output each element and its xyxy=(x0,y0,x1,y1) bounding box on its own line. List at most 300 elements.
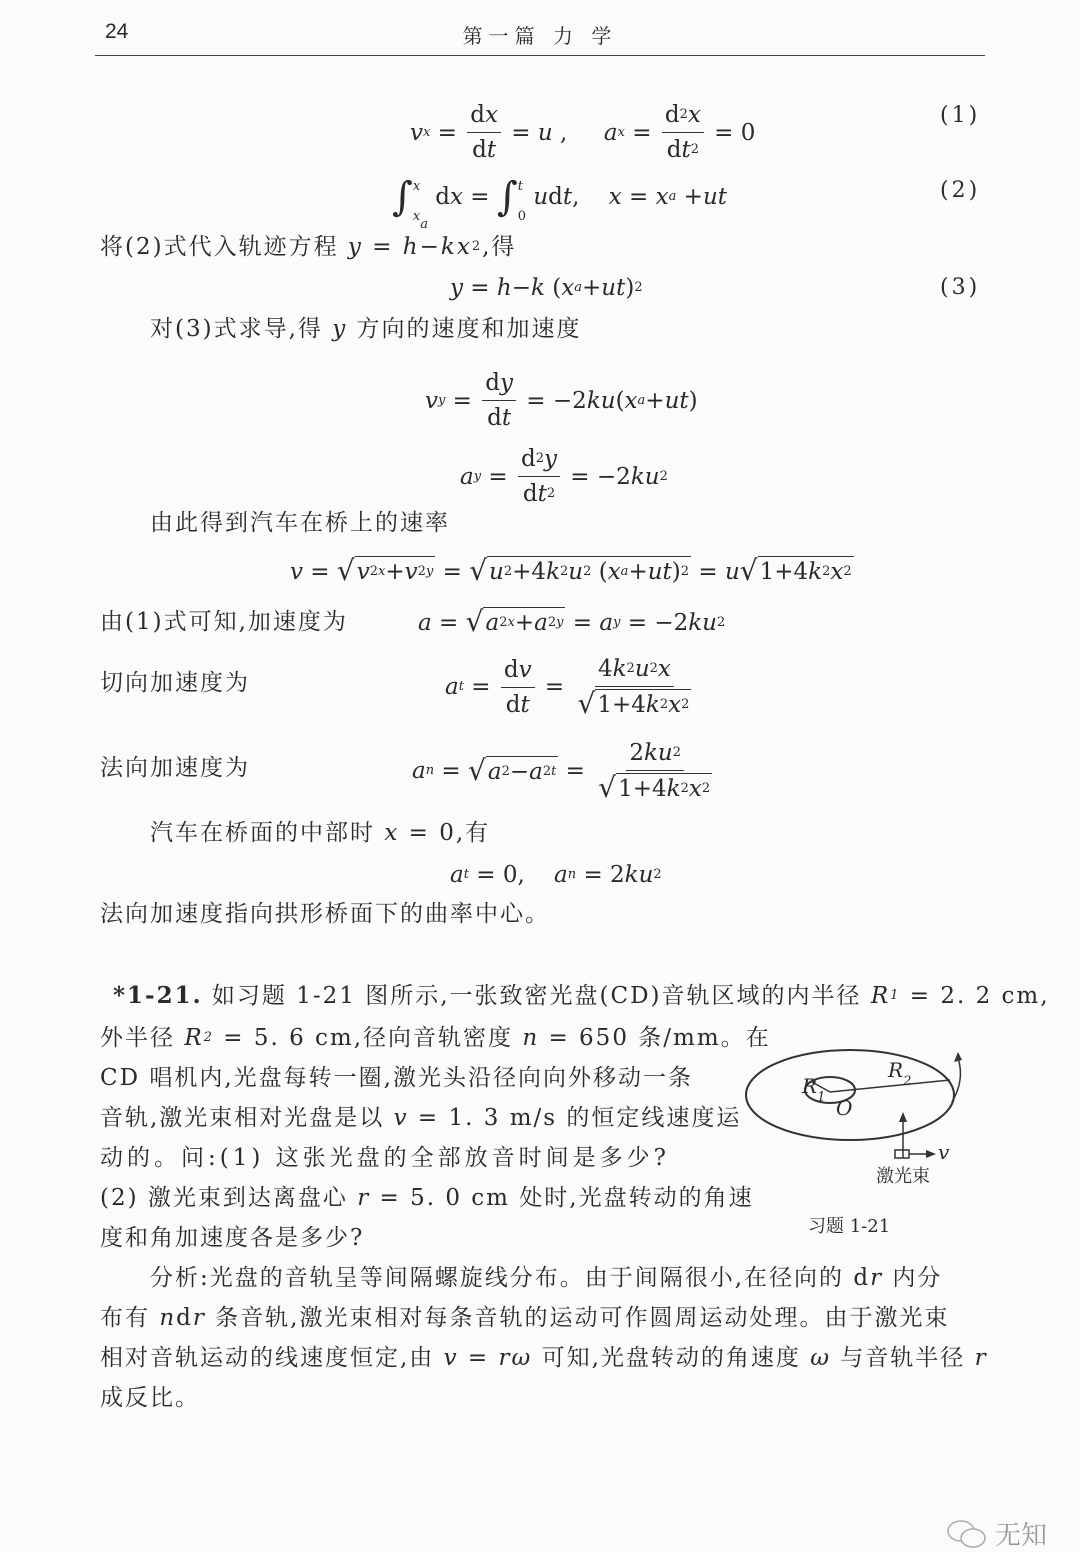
math-i: x xyxy=(624,387,638,414)
math-r: = 2. 2 cm, xyxy=(900,983,1050,1009)
math-r: + xyxy=(645,387,665,414)
math-sup: 2 xyxy=(672,745,682,760)
math-r: = 0, xyxy=(468,862,555,888)
math-r: 1+4 xyxy=(618,776,667,802)
problem-line xyxy=(100,1143,670,1173)
math-sub: x xyxy=(507,615,515,630)
math-r: d xyxy=(503,656,519,683)
math-r: 如习题 1-21 图所示,一张致密光盘(CD)音轨区域的内半径 xyxy=(202,983,871,1009)
math-i: a xyxy=(603,119,618,146)
math-i: y xyxy=(332,316,348,342)
math-i: t xyxy=(562,184,573,210)
math-i: t xyxy=(517,179,523,194)
math-r: 切向加速度为 xyxy=(100,670,250,696)
math-r: 成反比。 xyxy=(100,1385,200,1411)
math-i: v xyxy=(393,1105,409,1131)
label-origin: O xyxy=(836,1096,853,1120)
fraction xyxy=(482,368,516,433)
math-r: d xyxy=(664,102,680,128)
math-i: a xyxy=(412,758,426,784)
math-r: = xyxy=(303,558,337,585)
cd-figure xyxy=(740,1040,980,1244)
math-sup: 2 xyxy=(822,564,831,579)
math-r: = xyxy=(463,674,498,700)
math-r: (2) 激光束到达离盘心 xyxy=(100,1185,358,1211)
denominator xyxy=(520,477,558,509)
math-sub: a xyxy=(420,217,428,232)
radicand xyxy=(616,773,712,804)
math-i: x xyxy=(607,559,621,585)
math-i: t xyxy=(520,691,530,718)
math-r: d xyxy=(522,481,538,507)
math-i: rω xyxy=(498,1345,533,1371)
watermark-text: 无知 xyxy=(995,1521,1048,1551)
math-i: r xyxy=(357,1185,371,1211)
math-i: k xyxy=(666,776,681,802)
math-r: ) xyxy=(625,275,635,301)
denominator xyxy=(503,688,533,720)
math-i: v xyxy=(425,387,438,414)
problem-line xyxy=(100,1223,364,1253)
math-i: x xyxy=(688,776,702,802)
math-i: k xyxy=(612,656,627,682)
math-i: v xyxy=(518,656,532,683)
math-r: 分析:光盘的音轨呈等间隔螺旋线分布。由于间隔很小,在径向的 d xyxy=(150,1265,871,1291)
math-i: a xyxy=(485,610,500,636)
math-r: 将(2)式代入轨迹方程 xyxy=(100,234,348,260)
square-root xyxy=(740,556,854,587)
equation-acceleration xyxy=(418,607,725,638)
math-sup: 2 xyxy=(501,763,510,779)
square-root xyxy=(468,753,558,787)
upper-limit xyxy=(518,172,526,202)
radical-sign: √ xyxy=(598,771,617,804)
fraction xyxy=(518,444,560,509)
math-sub: x xyxy=(423,124,431,140)
fraction xyxy=(595,738,715,804)
integral-sign: ∫ xyxy=(392,174,413,220)
math-i: v xyxy=(443,1345,459,1371)
math-sub: x xyxy=(617,124,625,140)
math-i: x xyxy=(657,656,671,682)
math-i: ω xyxy=(810,1345,831,1371)
problem-line xyxy=(100,1063,693,1093)
math-r: d xyxy=(505,691,521,718)
wechat-icon xyxy=(945,1518,989,1550)
math-i: v xyxy=(404,559,418,585)
math-i: x xyxy=(608,184,622,210)
label-velocity: v xyxy=(938,1140,950,1164)
numerator xyxy=(501,655,535,688)
math-r: ) xyxy=(688,387,698,414)
math-r: = xyxy=(362,234,403,260)
radical-sign: √ xyxy=(739,554,758,587)
math-sup: 2 xyxy=(681,697,690,712)
math-r: = xyxy=(430,119,465,146)
denominator xyxy=(484,401,514,433)
math-r: ( xyxy=(615,387,625,414)
header-rule xyxy=(95,55,985,56)
math-sub: a xyxy=(637,392,646,408)
radicand xyxy=(595,689,691,720)
math-i: k xyxy=(808,559,823,585)
math-i: ku xyxy=(630,463,660,490)
math-r: 由此得到汽车在桥上的速率 xyxy=(150,510,450,536)
math-r: , xyxy=(552,119,604,146)
math-r: 对(3)式求导,得 xyxy=(150,316,333,342)
math-r: 由(1)式可知,加速度为 xyxy=(100,609,348,635)
math-r: +4 xyxy=(512,559,547,585)
text-line xyxy=(150,818,490,848)
math-r: 2 xyxy=(629,740,644,766)
math-sub: y xyxy=(425,564,434,579)
math-sub: x xyxy=(378,564,386,579)
math-i: x xyxy=(384,820,400,846)
math-i: h xyxy=(402,234,420,260)
square-root xyxy=(337,556,435,587)
radical-sign: √ xyxy=(465,605,484,638)
math-i: ku xyxy=(586,387,616,414)
math-i: kx xyxy=(440,234,472,260)
math-i: r xyxy=(870,1265,884,1291)
math-i: R xyxy=(870,983,891,1009)
label-laser: 激光束 xyxy=(876,1166,930,1187)
radicand xyxy=(483,607,565,638)
math-r: = xyxy=(558,758,593,784)
math-i: u xyxy=(533,184,549,210)
numerator xyxy=(662,100,704,133)
math-r: d xyxy=(427,184,450,210)
fraction xyxy=(501,655,535,720)
fraction xyxy=(662,100,704,165)
math-i: a xyxy=(554,862,568,888)
equation-speed xyxy=(290,556,854,587)
math-sub: 1 xyxy=(890,988,901,1003)
math-i: u xyxy=(568,559,584,585)
math-r: ( xyxy=(544,275,562,301)
math-i: t xyxy=(537,481,547,507)
math-r: = 5. 0 cm 处时,光盘转动的角速 xyxy=(370,1185,754,1211)
math-sup: 2 xyxy=(546,486,556,501)
math-r: d xyxy=(548,184,563,210)
math-r: − xyxy=(511,275,532,301)
math-i: R xyxy=(184,1025,204,1051)
math-r: 动的。问:(1) 这张光盘的全部放音时间是多少? xyxy=(100,1145,670,1171)
math-r: + xyxy=(385,559,405,585)
math-sub: t xyxy=(458,679,464,694)
text-line xyxy=(150,508,450,538)
math-i: n xyxy=(159,1305,177,1331)
label-r1: $R_1$ xyxy=(802,1074,826,1105)
math-i: n xyxy=(522,1025,540,1051)
math-sup: 2 xyxy=(701,781,711,796)
math-r: = 650 条/mm。在 xyxy=(539,1025,771,1051)
integral-sign: ∫ xyxy=(496,174,518,220)
equation-vy xyxy=(425,368,698,433)
text-line xyxy=(100,607,348,637)
problem-line xyxy=(100,1183,754,1213)
radical-sign: √ xyxy=(469,554,488,587)
math-i: x xyxy=(830,559,844,585)
equation-ay xyxy=(460,444,668,509)
numerator xyxy=(467,100,501,133)
equation-2 xyxy=(392,172,727,232)
math-sub: y xyxy=(438,392,446,408)
math-sup: 2 xyxy=(417,564,426,579)
math-i: k xyxy=(531,275,545,301)
math-i: v xyxy=(410,119,423,146)
numerator xyxy=(595,654,674,687)
math-sup: 2 xyxy=(560,564,569,579)
math-r: d xyxy=(485,370,500,396)
math-sup: 2 xyxy=(499,615,508,630)
analysis-line xyxy=(150,1263,942,1293)
math-sub: n xyxy=(425,763,435,778)
math-sup: 2 xyxy=(535,451,544,466)
math-r: 外半径 xyxy=(100,1025,185,1051)
math-r: 法向加速度指向拱形桥面下的曲率中心。 xyxy=(100,901,550,927)
analysis-line xyxy=(100,1343,988,1373)
math-r: + xyxy=(628,559,648,585)
radicand xyxy=(486,756,559,787)
math-r: d xyxy=(470,102,485,128)
math-i: a xyxy=(450,862,464,888)
math-r: 4 xyxy=(597,656,613,682)
text-line xyxy=(100,232,516,262)
math-i: u xyxy=(489,559,504,585)
math-sub: n xyxy=(567,867,577,882)
equation-normal xyxy=(412,738,718,804)
math-r: = 2 xyxy=(576,862,625,888)
math-r: ,得 xyxy=(482,234,517,260)
figure-caption: 习题 1-21 xyxy=(808,1216,891,1237)
math-sup: 2 xyxy=(680,564,690,579)
math-i: y xyxy=(450,275,463,301)
denominator xyxy=(664,133,702,165)
math-sup: 2 xyxy=(471,239,483,254)
math-r: = xyxy=(481,463,515,490)
radical-sign: √ xyxy=(577,687,596,720)
math-sup: 2 xyxy=(547,615,557,630)
math-sup: 2 xyxy=(653,867,662,882)
math-i: u xyxy=(634,656,650,682)
analysis-line xyxy=(100,1383,200,1413)
math-r: = xyxy=(621,184,656,210)
math-r: = 0,有 xyxy=(399,820,491,846)
integral-limits xyxy=(518,172,526,222)
math-i: x xyxy=(668,692,682,718)
math-sub: 2 xyxy=(203,1030,214,1045)
math-i: v xyxy=(356,559,370,585)
math-i: u xyxy=(537,119,553,146)
math-r: − xyxy=(509,758,530,785)
math-r: ( xyxy=(591,559,608,585)
math-sup: 2 xyxy=(659,468,668,484)
math-r: − xyxy=(419,234,441,260)
math-i: ku xyxy=(644,740,673,766)
math-r: + xyxy=(514,610,535,636)
math-r: = xyxy=(624,119,659,146)
math-r: 度和角加速度各是多少? xyxy=(100,1225,365,1251)
math-sub: y xyxy=(473,468,482,484)
integral xyxy=(392,172,428,232)
problem-line xyxy=(113,981,1050,1011)
math-i: a xyxy=(445,674,459,700)
math-sup: 2 xyxy=(843,564,852,579)
math-r: = xyxy=(445,387,480,414)
math-r: = xyxy=(458,1345,499,1371)
laser-head-icon xyxy=(895,1150,909,1158)
math-r: d xyxy=(472,137,487,163)
math-i: h xyxy=(496,275,512,301)
math-r: 内分 xyxy=(883,1265,943,1291)
square-root xyxy=(466,607,566,638)
math-i: ut xyxy=(647,559,672,585)
math-b: *1-21. xyxy=(113,982,203,1009)
disc-outer-edge xyxy=(746,1050,954,1140)
math-sub: a xyxy=(574,280,582,295)
math-r: 相对音轨运动的线速度恒定,由 xyxy=(100,1345,444,1371)
math-r: d xyxy=(520,446,536,472)
math-i: v xyxy=(290,558,303,585)
math-i: u xyxy=(724,558,740,585)
math-r: 条音轨,激光束相对每条音轨的运动可作圆周运动处理。由于激光束 xyxy=(205,1305,950,1331)
numerator xyxy=(518,444,560,477)
math-i: a xyxy=(418,609,432,636)
math-sup: 2 xyxy=(583,564,592,579)
math-i: t xyxy=(681,137,691,163)
math-i: r xyxy=(192,1305,206,1331)
math-r: 音轨,激光束相对光盘是以 xyxy=(100,1105,394,1131)
equation-number-3: (3) xyxy=(940,275,981,300)
math-i: ku xyxy=(688,609,717,636)
math-r: = −2 xyxy=(620,609,689,636)
square-root xyxy=(469,556,691,587)
radicand xyxy=(487,556,691,587)
math-sup: 2 xyxy=(659,697,669,712)
numerator xyxy=(482,368,516,401)
text-line xyxy=(100,899,550,929)
math-r: 方向的速度和加速度 xyxy=(347,316,582,342)
math-sup: 2 xyxy=(369,564,379,579)
math-i: k xyxy=(546,559,560,585)
numerator xyxy=(626,738,684,771)
math-i: ut xyxy=(664,387,689,414)
math-i: x xyxy=(412,209,421,224)
math-r: 汽车在桥面的中部时 xyxy=(150,820,385,846)
text-line xyxy=(100,753,250,783)
math-i: k xyxy=(645,692,660,718)
math-r: 与音轨半径 xyxy=(830,1345,975,1371)
math-i: ut xyxy=(601,275,626,301)
math-i: x xyxy=(561,275,575,301)
math-sup: 2 xyxy=(717,614,726,630)
math-r xyxy=(526,182,533,212)
fraction xyxy=(575,654,695,720)
math-r: = xyxy=(537,674,572,700)
equation-tangential xyxy=(445,654,697,720)
math-r: 1+4 xyxy=(597,692,646,718)
math-i: y xyxy=(347,234,363,260)
math-r: + xyxy=(582,275,602,301)
math-sub: y xyxy=(556,615,564,630)
text-line xyxy=(150,314,582,344)
denominator xyxy=(469,133,499,165)
math-sub: y xyxy=(613,614,621,630)
math-r: , xyxy=(572,184,609,210)
math-i: y xyxy=(544,446,557,472)
problem-line xyxy=(100,1103,741,1133)
math-r: = 0 xyxy=(706,119,756,146)
math-i: ut xyxy=(702,184,727,210)
math-i: x xyxy=(450,184,463,210)
math-i: a xyxy=(534,610,548,636)
math-r: 可知,光盘转动的角速度 xyxy=(532,1345,811,1371)
problem-line xyxy=(100,1023,771,1053)
math-r: = 1. 3 m/s 的恒定线速度运 xyxy=(408,1105,742,1131)
math-r: = xyxy=(565,609,600,636)
radicand xyxy=(355,556,436,587)
math-sup: 2 xyxy=(542,763,552,779)
radical-sign: √ xyxy=(468,753,486,787)
math-i: t xyxy=(486,137,497,163)
math-r: = xyxy=(503,119,538,146)
math-r: = xyxy=(463,275,497,301)
radical-sign: √ xyxy=(336,554,355,587)
math-r: = xyxy=(431,609,466,636)
equation-midpoint xyxy=(450,860,662,890)
math-sup: 2 xyxy=(634,280,643,295)
fraction xyxy=(467,100,501,165)
integral xyxy=(497,172,526,222)
math-i: a xyxy=(529,758,543,785)
math-i: x xyxy=(484,102,498,128)
equation-1 xyxy=(410,100,755,165)
math-i: x xyxy=(412,179,421,194)
denominator xyxy=(575,687,695,720)
equation-number-2: (2) xyxy=(940,178,981,203)
math-r: d xyxy=(176,1305,193,1331)
square-root xyxy=(598,773,712,804)
math-sub: a xyxy=(620,564,629,579)
lower-limit xyxy=(518,202,526,232)
integral-limits xyxy=(412,172,428,232)
math-r: = xyxy=(462,184,497,210)
label-r2: $R_2$ xyxy=(888,1058,912,1089)
math-r: 1+4 xyxy=(759,559,809,585)
math-i: t xyxy=(501,405,512,431)
analysis-line xyxy=(100,1303,950,1333)
math-r: = 5. 6 cm,径向音轨密度 xyxy=(213,1025,523,1051)
math-r: = xyxy=(435,558,470,585)
math-sup: 2 xyxy=(690,142,699,157)
math-sup: 2 xyxy=(503,564,513,579)
math-i: a xyxy=(487,758,502,785)
math-r: CD 唱机内,光盘每转一圈,激光头沿径向向外移动一条 xyxy=(100,1065,693,1091)
math-sub: a xyxy=(668,189,677,204)
page-number: 24 xyxy=(105,20,129,43)
math-r: = xyxy=(434,758,468,784)
math-sup: 2 xyxy=(626,661,635,676)
math-i: x xyxy=(655,184,669,210)
math-sup: 2 xyxy=(649,661,658,676)
radicand xyxy=(758,556,854,587)
square-root xyxy=(578,689,692,720)
math-sub: t xyxy=(463,867,469,882)
equation-3 xyxy=(450,273,643,303)
text-line xyxy=(100,668,250,698)
math-i: x xyxy=(687,102,701,128)
